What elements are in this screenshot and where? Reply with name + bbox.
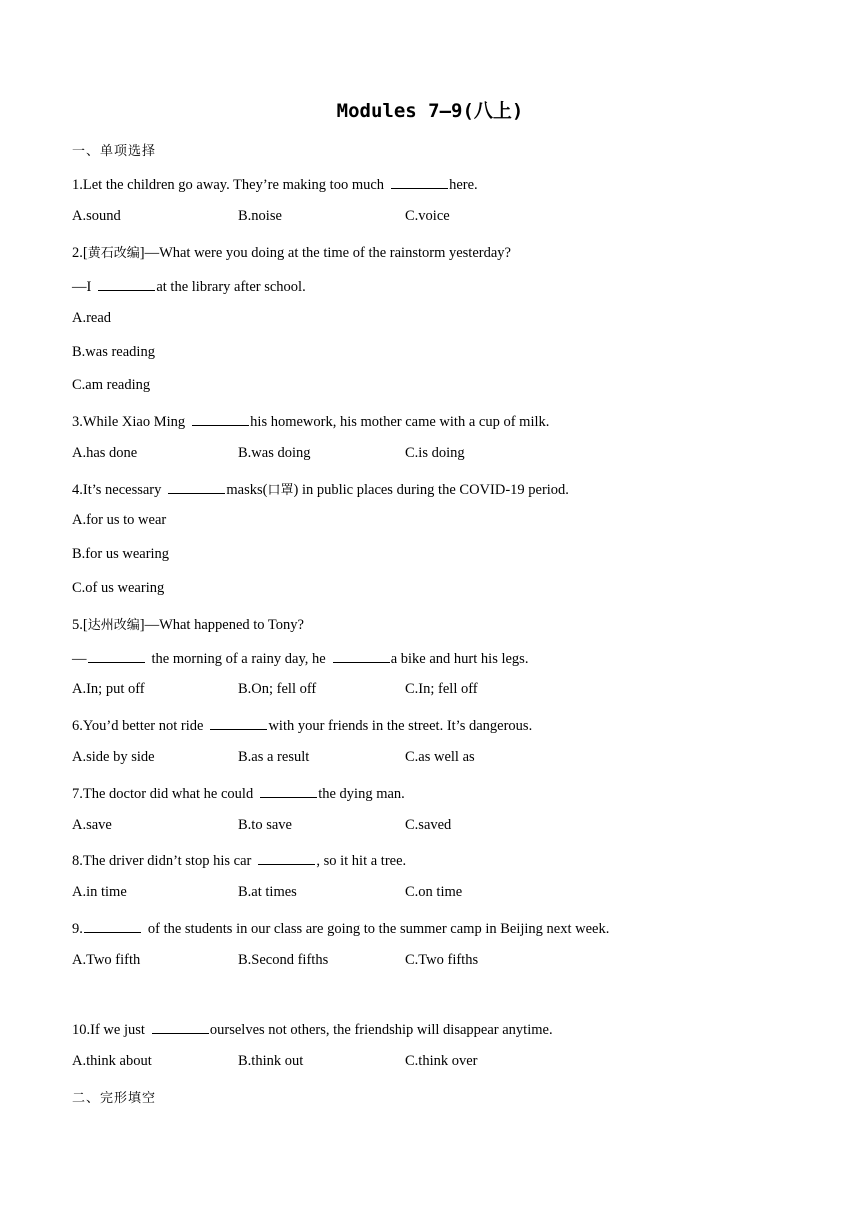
answer-blank: [88, 648, 145, 663]
option-c: C.In; fell off: [405, 681, 478, 697]
option-b: B.was doing: [238, 445, 311, 461]
option-a: A.in time: [72, 884, 127, 900]
question-text: 3.While Xiao Ming: [72, 414, 186, 430]
section-heading-cloze: 二、完形填空: [72, 1091, 157, 1106]
question-9: [72, 918, 609, 938]
question-text: , so it hit a tree.: [316, 853, 407, 869]
section-heading-single-choice: 一、单项选择: [72, 144, 157, 159]
question-text: the dying man.: [318, 786, 405, 802]
question-text: a bike and hurt his legs.: [390, 651, 529, 667]
question-1: [72, 174, 478, 194]
question-text: at the library after school.: [156, 279, 306, 295]
answer-blank: [84, 918, 141, 933]
question-text: 4.It’s necessary: [72, 482, 162, 498]
option-a: A.In; put off: [72, 681, 145, 697]
option-a: A.side by side: [72, 749, 155, 765]
option-a: A.has done: [72, 445, 138, 461]
option-a: A.Two fifth: [72, 952, 141, 968]
question-text: with your friends in the street. It’s dangerous.: [268, 718, 533, 734]
option-b: B.to save: [238, 817, 292, 833]
answer-blank: [258, 850, 315, 865]
answer-blank: [98, 276, 155, 291]
option-b: B.as a result: [238, 749, 310, 765]
question-text: ]—What happened to Tony?: [139, 617, 304, 633]
option-a: A.read: [72, 310, 112, 326]
source-tag: 达州改编: [87, 618, 140, 633]
option-a: A.sound: [72, 208, 121, 224]
question-text: ourselves not others, the friendship will disappear anytime.: [209, 1022, 553, 1038]
option-c: C.am reading: [72, 377, 151, 393]
question-4: [72, 479, 569, 499]
option-b: B.for us wearing: [72, 546, 170, 562]
option-b: B.think out: [238, 1053, 304, 1069]
option-b: B.noise: [238, 208, 282, 224]
question-5: [72, 614, 304, 634]
question-text: here.: [449, 177, 478, 193]
answer-blank: [152, 1019, 209, 1034]
question-3: [72, 411, 549, 431]
answer-blank: [210, 715, 267, 730]
question-text: 2.[: [72, 245, 88, 261]
question-text: ]—What were you doing at the time of the rainstorm yesterday?: [139, 245, 511, 261]
option-c: C.is doing: [405, 445, 465, 461]
question-text: —I: [72, 279, 92, 295]
question-text: 10.If we just: [72, 1022, 145, 1038]
answer-blank: [333, 648, 390, 663]
question-8: [72, 850, 406, 870]
option-b: B.Second fifths: [238, 952, 329, 968]
question-text: 9.: [72, 921, 83, 937]
option-c: C.of us wearing: [72, 580, 165, 596]
option-a: A.think about: [72, 1053, 152, 1069]
question-2: [72, 242, 511, 262]
option-c: C.as well as: [405, 749, 475, 765]
question-text: 8.The driver didn’t stop his car: [72, 853, 252, 869]
question-text: 5.[: [72, 617, 88, 633]
option-c: C.saved: [405, 817, 452, 833]
question-text: masks(: [226, 482, 268, 498]
question-text: 7.The doctor did what he could: [72, 786, 254, 802]
option-a: A.save: [72, 817, 112, 833]
answer-blank: [391, 174, 448, 189]
question-5-line-2: [72, 648, 528, 668]
option-c: C.Two fifths: [405, 952, 479, 968]
option-b: B.On; fell off: [238, 681, 317, 697]
question-text: 6.You’d better not ride: [72, 718, 204, 734]
chinese-gloss: 口罩: [267, 483, 294, 498]
answer-blank: [260, 783, 317, 798]
option-c: C.think over: [405, 1053, 478, 1069]
option-a: A.for us to wear: [72, 512, 167, 528]
question-text: 1.Let the children go away. They’re making too much: [72, 177, 385, 193]
option-c: C.voice: [405, 208, 450, 224]
question-10: [72, 1019, 553, 1039]
source-tag: 黄石改编: [87, 246, 140, 261]
answer-blank: [192, 411, 249, 426]
option-c: C.on time: [405, 884, 463, 900]
question-text: the morning of a rainy day, he: [151, 651, 326, 667]
option-b: B.at times: [238, 884, 297, 900]
question-6: [72, 715, 532, 735]
option-b: B.was reading: [72, 344, 155, 360]
question-7: [72, 783, 405, 803]
question-text: his homework, his mother came with a cup of milk.: [250, 414, 550, 430]
question-text: ) in public places during the COVID-19 period.: [293, 482, 569, 498]
page-title: Modules 7—9(八上): [336, 100, 524, 122]
question-text: —: [72, 651, 87, 667]
question-2-line-2: [72, 276, 306, 296]
answer-blank: [168, 479, 225, 494]
question-text: of the students in our class are going to the summer camp in Beijing next week.: [147, 921, 610, 937]
